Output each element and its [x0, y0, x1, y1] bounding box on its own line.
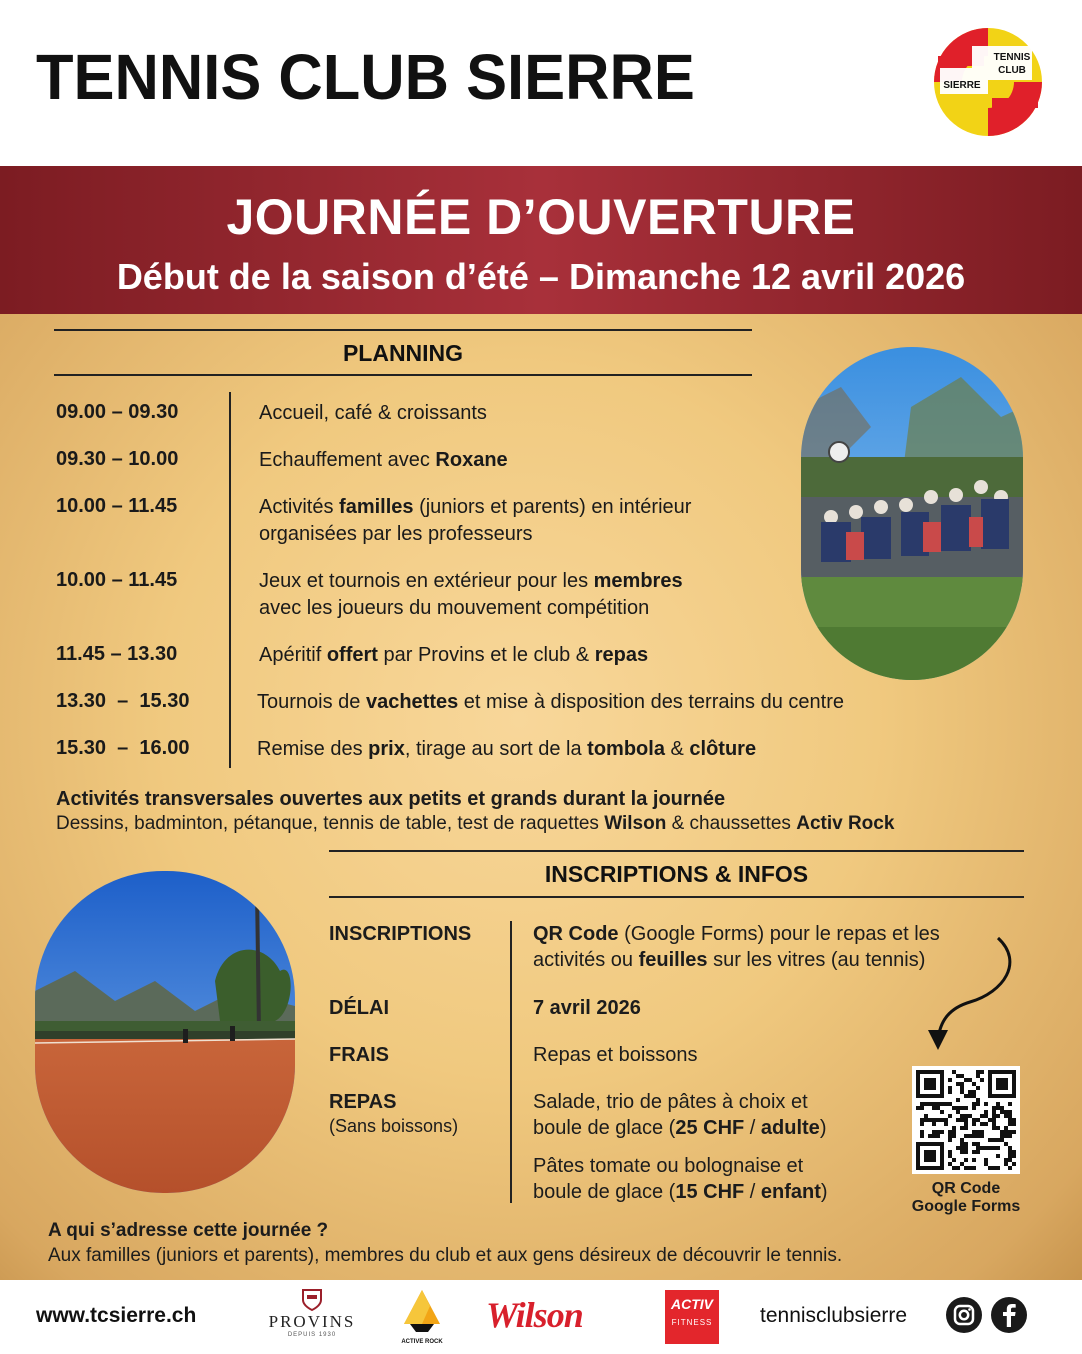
- delai-label: DÉLAI: [329, 997, 389, 1019]
- planning-time-7: 15.30 – 16.00: [56, 737, 190, 759]
- qr-caption-line-1: QR Code: [931, 1180, 1001, 1197]
- repas-label: REPAS: [329, 1091, 397, 1113]
- infos-bottom-rule: [329, 896, 1024, 898]
- club-logo: [932, 24, 1044, 140]
- planning-activity-3: Activités familles (juniors et parents) en intérieur organisées par les professeurs: [259, 496, 692, 545]
- planning-activity-2: Echauffement avec Roxane: [259, 449, 508, 471]
- planning-activity-1: Accueil, café & croissants: [259, 402, 487, 424]
- planning-activity-6: Tournois de vachettes et mise à disposition des terrains du centre: [257, 691, 845, 713]
- arrow-icon: [920, 932, 1020, 1056]
- planning-time-2: 09.30 – 10.00: [56, 448, 179, 470]
- frais-value: Repas et boissons: [533, 1044, 698, 1066]
- activ-rock-label: ACTIVE ROCK: [401, 1339, 443, 1345]
- planning-time-5: 11.45 – 13.30: [56, 643, 178, 665]
- footer: [0, 1280, 1082, 1354]
- sponsor-activ-rock: [398, 1288, 446, 1350]
- activ-fitness-label: ACTIV: [671, 1296, 713, 1312]
- audience-title: A qui s’adresse cette journée ?: [48, 1220, 329, 1241]
- qr-code-icon: [916, 1070, 1016, 1170]
- provins-crest-icon: [301, 1288, 323, 1312]
- main-content: [0, 314, 1082, 1280]
- repas-adult-value: Salade, trio de pâtes à choix et boule de glace (25 CHF / adulte): [533, 1091, 827, 1139]
- repas-note: (Sans boissons): [329, 1116, 459, 1136]
- planning-top-rule: [54, 329, 752, 331]
- planning-time-4: 10.00 – 11.45: [56, 569, 178, 591]
- qr-code[interactable]: [912, 1066, 1020, 1174]
- sponsor-wilson: Wilson: [486, 1295, 583, 1335]
- planning-divider: [229, 392, 231, 768]
- planning-activity-4: Jeux et tournois en extérieur pour les membres avec les joueurs du mouvement compétition: [259, 570, 683, 619]
- qr-caption-line-2: Google Forms: [911, 1198, 1021, 1215]
- provins-logo-text: PROVINS: [268, 1312, 356, 1331]
- club-title: TENNIS CLUB SIERRE: [36, 41, 695, 113]
- frais-label: FRAIS: [329, 1044, 389, 1066]
- instagram-icon[interactable]: [946, 1297, 982, 1333]
- event-title: JOURNÉE D’OUVERTURE: [226, 189, 856, 245]
- transversal-text: Dessins, badminton, pétanque, tennis de table, test de raquettes Wilson & chaussettes Activ Rock: [56, 813, 895, 834]
- qr-caption: [898, 1180, 1034, 1216]
- infos-top-rule: [329, 850, 1024, 852]
- event-subtitle: Début de la saison d’été – Dimanche 12 avril 2026: [116, 256, 966, 297]
- activ-fitness-sublabel: FITNESS: [671, 1318, 713, 1327]
- sponsor-provins: [266, 1288, 358, 1348]
- delai-value: 7 avril 2026: [533, 997, 641, 1019]
- group-photo: [801, 347, 1023, 680]
- transversal-title: Activités transversales ouvertes aux petits et grands durant la journée: [56, 788, 726, 810]
- planning-time-6: 13.30 – 15.30: [56, 690, 190, 712]
- social-handle: tennisclubsierre: [760, 1304, 908, 1327]
- activ-rock-icon: [400, 1288, 444, 1334]
- planning-time-1: 09.00 – 09.30: [56, 401, 179, 423]
- audience-text: Aux familles (juniors et parents), membres du club et aux gens désireux de découvrir le tennis.: [48, 1245, 843, 1266]
- planning-time-3: 10.00 – 11.45: [56, 495, 178, 517]
- inscriptions-label: INSCRIPTIONS: [329, 923, 472, 945]
- inscriptions-value: QR Code (Google Forms) pour le repas et les activités ou feuilles sur les vitres (au tennis): [533, 923, 940, 971]
- event-banner: [0, 166, 1082, 314]
- planning-title: PLANNING: [342, 340, 464, 366]
- provins-since: DEPUIS 1930: [287, 1332, 337, 1338]
- sponsor-activ-fitness: [665, 1290, 719, 1344]
- header: [0, 0, 1082, 166]
- planning-bottom-rule: [54, 374, 752, 376]
- logo-text-club: CLUB: [998, 65, 1026, 76]
- logo-text-tennis: TENNIS: [993, 52, 1031, 63]
- court-photo: [35, 871, 295, 1193]
- repas-child-value: Pâtes tomate ou bolognaise et boule de glace (15 CHF / enfant): [533, 1155, 828, 1203]
- infos-divider: [510, 921, 512, 1203]
- website-link[interactable]: www.tcsierre.ch: [36, 1304, 197, 1327]
- planning-activity-5: Apéritif offert par Provins et le club & repas: [259, 644, 649, 666]
- planning-activity-7: Remise des prix, tirage au sort de la tombola & clôture: [257, 738, 757, 760]
- facebook-icon[interactable]: [991, 1297, 1027, 1333]
- infos-title: INSCRIPTIONS & INFOS: [544, 861, 809, 887]
- logo-text-sierre: SIERRE: [943, 80, 981, 91]
